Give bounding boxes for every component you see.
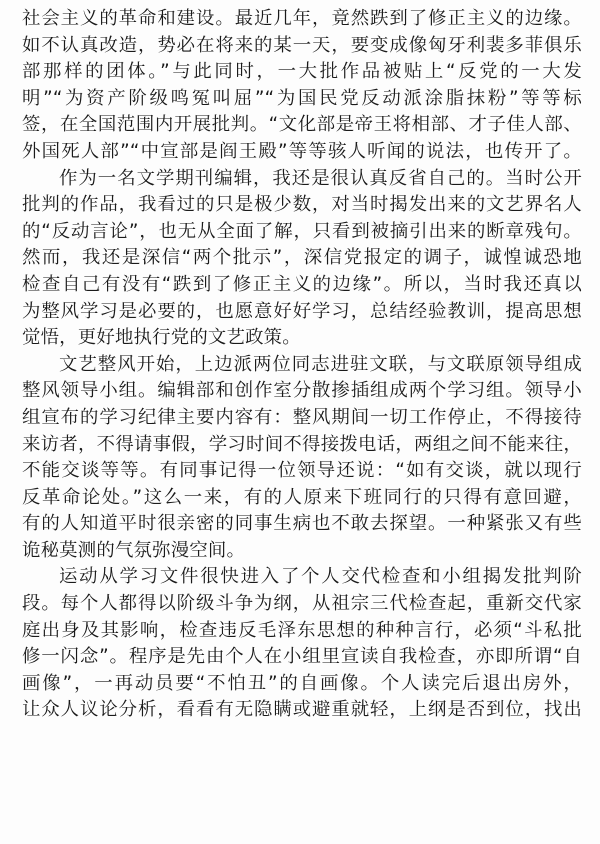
text-line: 段。每个人都得以阶级斗争为纲，从祖宗三代检查起，重新交代家 (22, 593, 582, 615)
text-line: 让众人议论分析，看看有无隐瞒或避重就轻，上纲是否到位，找出 (22, 699, 582, 721)
text-line: 签，在全国范围内开展批判。“文化部是帝王将相部、才子佳人部、 (22, 114, 582, 136)
text-line: 外国死人部”“中宣部是阎王殿”等等骇人听闻的说法，也传开了。 (22, 140, 582, 162)
text-line: 明”“为资产阶级鸣冤叫屈”“为国民党反动派涂脂抹粉”等等标 (22, 87, 582, 109)
text-line: 批判的作品，我看过的只是极少数，对当时揭发出来的文艺界名人 (22, 194, 582, 216)
text-line: 整风领导小组。编辑部和创作室分散掺插组成两个学习组。领导小 (22, 380, 582, 402)
text-line: 修一闪念”。程序是先由个人在小组里宣读自我检查，亦即所谓“自 (22, 646, 582, 668)
text-line: 社会主义的革命和建设。最近几年，竟然跌到了修正主义的边缘。 (22, 8, 582, 29)
text-line: 如不认真改造，势必在将来的某一天，要变成像匈牙利裴多菲俱乐 (22, 34, 582, 56)
paragraph-1 (22, 6, 582, 166)
text-line: 的“反动言论”，也无从全面了解，只看到被摘引出来的断章残句。 (22, 220, 582, 242)
text-line: 作为一名文学期刊编辑，我还是很认真反省自己的。当时公开 (59, 167, 582, 189)
text-line: 为整风学习是必要的，也愿意好好学习，总结经验教训，提高思想 (22, 300, 582, 322)
text-line: 部那样的团体。”与此同时，一大批作品被贴上“反党的一大发 (22, 61, 582, 83)
text-line: 来访者，不得请事假，学习时间不得接拨电话，两组之间不能来往， (22, 433, 582, 455)
text-line: 运动从学习文件很快进入了个人交代检查和小组揭发批判阶 (59, 566, 582, 588)
text-line: 诡秘莫测的气氛弥漫空间。 (22, 539, 246, 561)
text-line: 觉悟，更好地执行党的文艺政策。 (22, 327, 301, 349)
paragraph-3 (22, 352, 582, 565)
text-line: 有的人知道平时很亲密的同事生病也不敢去探望。一种紧张又有些 (22, 513, 582, 535)
text-line: 文艺整风开始，上边派两位同志进驻文联，与文联原领导组成 (59, 353, 582, 375)
text-line: 画像”，一再动员要“不怕丑”的自画像。个人读完后退出房外， (22, 672, 582, 694)
text-line: 庭出身及其影响，检查违反毛泽东思想的种种言行，必须“斗私批 (22, 619, 582, 641)
paragraph-4 (22, 564, 582, 724)
text-line: 检查自己有没有“跌到了修正主义的边缘”。所以，当时我还真以 (22, 273, 582, 295)
paragraph-2 (22, 166, 582, 352)
text-line: 组宣布的学习纪律主要内容有：整风期间一切工作停止，不得接待 (22, 406, 582, 428)
text-line: 不能交谈等等。有同事记得一位领导还说：“如有交谈，就以现行 (22, 460, 582, 482)
text-line: 然而，我还是深信“两个批示”，深信党报定的调子，诚惶诚恐地 (22, 247, 582, 269)
text-line: 反革命论处。”这么一来，有的人原来下班同行的只得有意回避， (22, 486, 582, 508)
body-text (22, 6, 582, 724)
